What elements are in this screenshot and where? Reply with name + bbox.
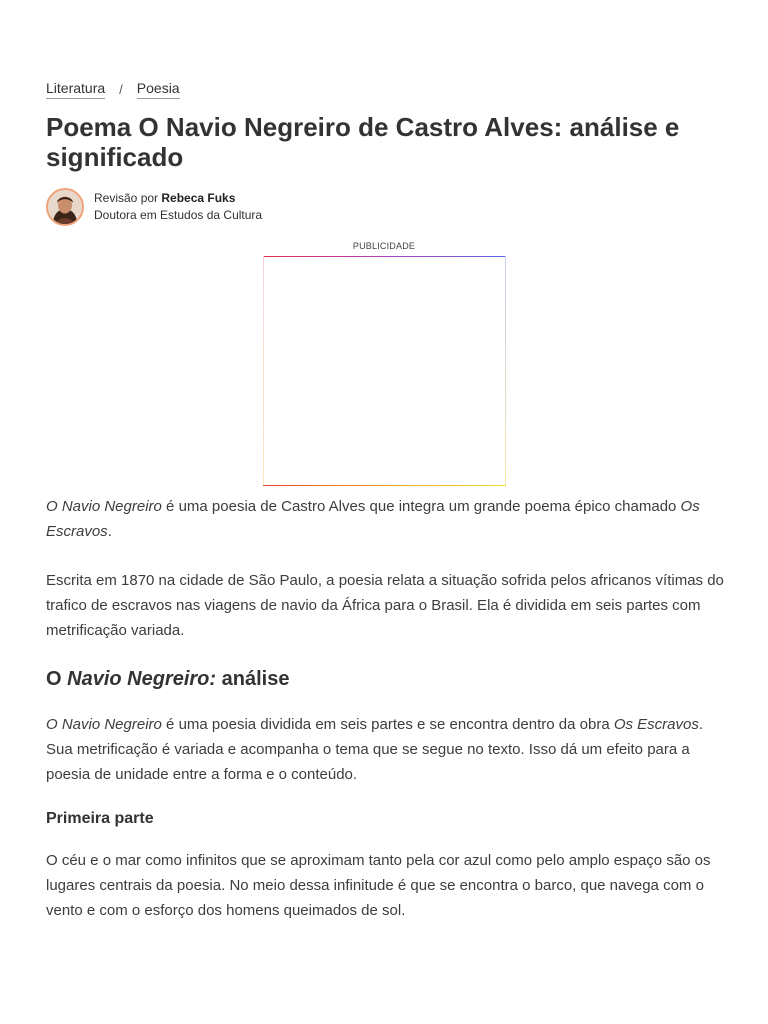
breadcrumb xyxy=(46,80,180,99)
avatar[interactable] xyxy=(46,188,84,226)
author-info xyxy=(94,190,262,224)
section-heading-analise: O Navio Negreiro: análise xyxy=(46,668,290,690)
author-role: Doutora em Estudos da Cultura xyxy=(94,208,263,222)
subheading-primeira-parte: Primeira parte xyxy=(46,810,154,827)
breadcrumb-separator: / xyxy=(119,82,123,97)
page-title: Poema O Navio Negreiro de Castro Alves: análise e significado xyxy=(46,112,680,172)
breadcrumb-link-poesia[interactable]: Poesia xyxy=(137,80,180,99)
author-block xyxy=(46,188,262,226)
first-part-paragraph: O céu e o mar como infinitos que se aproximam tanto pela cor azul como pelo amplo espaço são os lugares centrais da poesia. No meio dessa infinitude é que se encontra o barco, que navega com o vento e com o esforço dos homens queimados de sol. xyxy=(46,852,711,919)
avatar-portrait-icon xyxy=(48,190,82,224)
breadcrumb-link-literatura[interactable]: Literatura xyxy=(46,80,105,99)
ad-label: PUBLICIDADE xyxy=(352,241,416,251)
context-paragraph: Escrita em 1870 na cidade de São Paulo, a poesia relata a situação sofrida pelos africanos vítimas do trafico de escravos nas viagens de navio da África para o Brasil. Ela é dividida em seis partes com metrificação variada. xyxy=(46,572,724,639)
author-prefix: Revisão por xyxy=(94,191,159,205)
intro-em-title: O Navio Negreiro xyxy=(46,498,162,515)
author-name[interactable]: Rebeca Fuks xyxy=(161,191,236,205)
ad-slot[interactable] xyxy=(263,256,506,486)
intro-em-work: Os Escravos xyxy=(46,498,700,540)
analysis-paragraph: O Navio Negreiro é uma poesia dividida em seis partes e se encontra dentro da obra Os Escravos. Sua metrificação é variada e acompanha o tema que se segue no texto. Isso dá um efeito para a poesia de unidade entre a forma e o conteúdo. xyxy=(46,716,704,783)
intro-paragraph: O Navio Negreiro é uma poesia de Castro Alves que integra um grande poema épico chamado Os Escravos. xyxy=(46,498,700,540)
